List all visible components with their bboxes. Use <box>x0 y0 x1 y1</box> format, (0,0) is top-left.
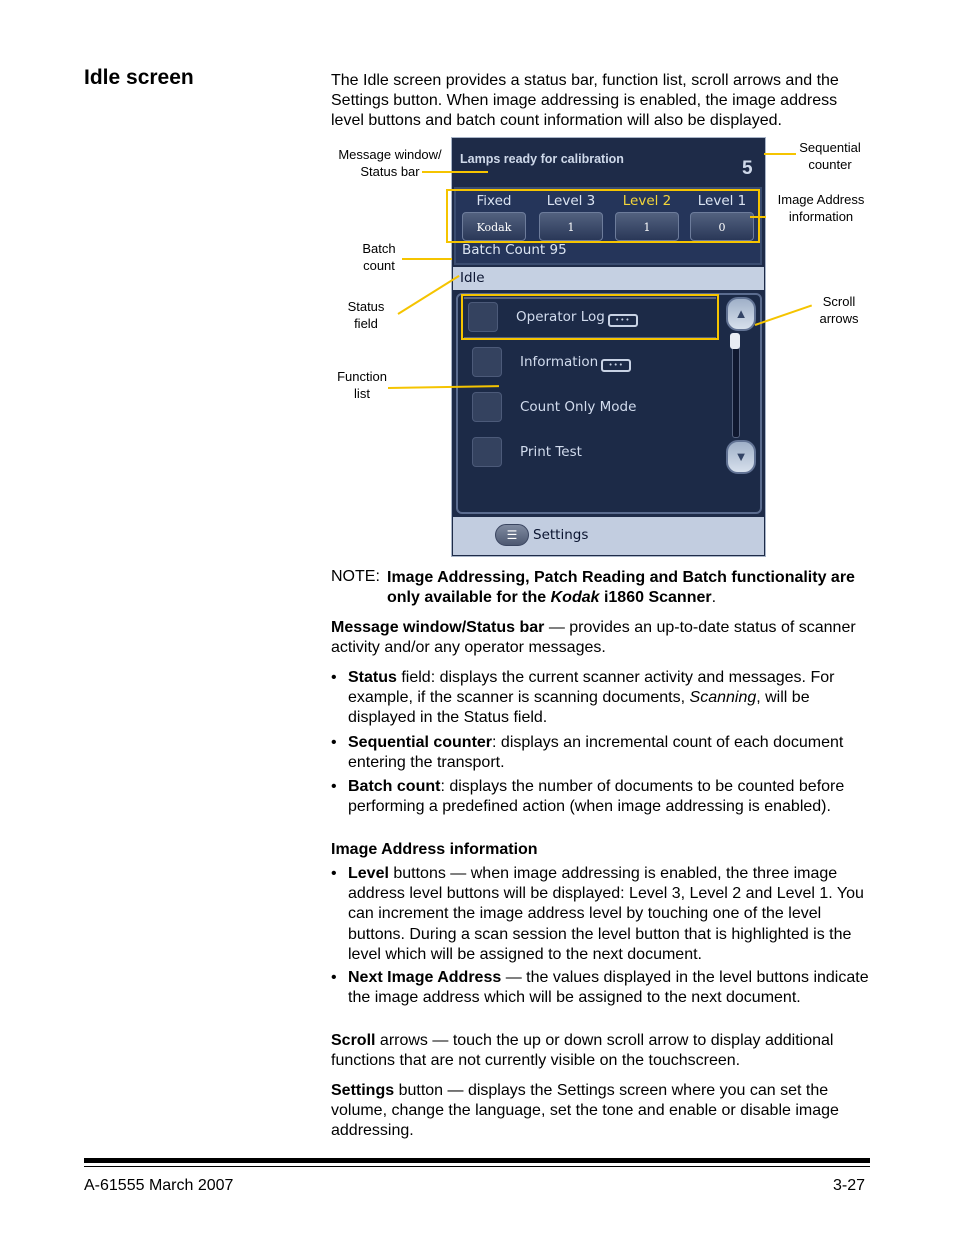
function-label: Operator Log <box>516 309 605 325</box>
settings-label: Settings <box>533 527 589 543</box>
level-value-button[interactable]: Kodak <box>462 212 526 241</box>
more-icon: ••• <box>608 314 638 327</box>
list-item: • Status field: displays the current scanner activity and messages. For example, if the scanner is scanning documents, Scanning, will be displayed in the Status field. <box>331 669 835 727</box>
level-label: Level 1 <box>697 193 747 209</box>
level-label: Fixed <box>476 193 512 209</box>
more-icon: ••• <box>601 359 631 372</box>
italic-term: Scanning <box>689 689 757 707</box>
level-value-button[interactable]: 1 <box>539 212 603 241</box>
settings-button[interactable] <box>495 524 595 547</box>
term: Scroll <box>331 1032 376 1049</box>
level-value-button[interactable]: 0 <box>690 212 754 241</box>
intro-paragraph: The Idle screen provides a status bar, function list, scroll arrows and the Settings button. When image addressing is enabled, the image address level buttons and batch count information will also be displayed. <box>331 72 839 130</box>
image-address-bullet-list <box>331 864 871 1008</box>
callout-status-field: Status field <box>347 299 385 331</box>
footer-doc-id: A-61555 March 2007 <box>84 1177 234 1194</box>
function-item-information[interactable] <box>468 344 720 382</box>
function-checkbox[interactable] <box>472 347 502 377</box>
settings-paragraph <box>331 1081 871 1142</box>
term: Status <box>348 669 397 686</box>
list-item: • Sequential counter: displays an incremental count of each document entering the transport. <box>331 733 844 771</box>
function-item-print-test[interactable] <box>468 434 720 472</box>
note-text <box>387 568 867 608</box>
note-label: NOTE: <box>331 568 380 585</box>
term: Next Image Address <box>348 969 502 987</box>
list-icon: ☰ <box>495 524 529 546</box>
term: Sequential counter <box>348 733 493 751</box>
note-brand: Kodak <box>550 589 600 607</box>
function-item-count-only-mode[interactable] <box>468 389 720 427</box>
description: buttons — when image addressing is enabled, the three image address level buttons will be displayed: Level 3, Level 2 and Level 1. You can increment the image address level by touching one of the level buttons. During a scan session the level button that is highlighted is the level which will be assigned to the next document. <box>348 865 864 963</box>
leader-line <box>750 216 766 218</box>
list-item: • Level buttons — when image addressing is enabled, the three image address level buttons will be displayed: Level 3, Level 2 and Level 1. You can increment the image address level by touching one of the level buttons. During a scan session the level button that is highlighted is the level which will be assigned to the next document. <box>331 865 864 963</box>
note-text-b: i1860 Scanner <box>599 589 712 607</box>
term: Batch count <box>348 778 441 796</box>
function-checkbox[interactable] <box>472 392 502 422</box>
scroll-thumb[interactable] <box>730 333 740 349</box>
term: Settings <box>331 1082 395 1099</box>
note-text-end: . <box>711 589 717 607</box>
section-title: Idle screen <box>84 66 194 89</box>
footer-rule-thin <box>84 1166 870 1167</box>
leader-line <box>422 171 488 173</box>
page-number: 3-27 <box>832 1177 865 1194</box>
message-window-paragraph <box>331 618 871 658</box>
level-value-button[interactable]: 1 <box>615 212 679 241</box>
description-end: , will be displayed in the Status field. <box>348 689 810 727</box>
status-bullet-list <box>331 668 871 817</box>
callout-function-list: Function list <box>337 369 387 401</box>
batch-count: Batch Count 95 <box>462 242 567 258</box>
callout-message-window: Message window/ Status bar <box>338 147 442 179</box>
description: field: displays the current scanner activity and messages. For example, if the scanner is scanning documents, <box>348 669 835 707</box>
status-field: Idle <box>453 267 764 290</box>
callout-sequential-counter: Sequential counter <box>799 140 861 172</box>
description: : displays the number of documents to be counted before performing a predefined action (when image addressing is enabled). <box>348 778 845 816</box>
list-item: • Next Image Address — the values displayed in the level buttons indicate the image address which will be assigned to the next document. <box>331 969 869 1007</box>
scroll-up-icon[interactable]: ▲ <box>726 297 756 331</box>
description: — provides an up-to-date status of scanner activity and/or any operator messages. <box>331 619 856 657</box>
term: Message window/Status bar <box>331 619 545 636</box>
footer-rule <box>84 1158 870 1163</box>
note-text-a: Image Addressing, Patch Reading and Batch functionality are only available for the <box>387 569 855 607</box>
callout-batch-count: Batch count <box>362 241 396 273</box>
sequential-counter: 5 <box>742 158 753 179</box>
callout-image-address: Image Address information <box>777 192 865 224</box>
level-label: Level 3 <box>546 193 596 209</box>
term: Level <box>348 865 389 882</box>
leader-line <box>402 258 452 260</box>
level-label: Level 2 <box>622 193 672 209</box>
scroll-track[interactable] <box>732 336 740 438</box>
settings-bar <box>453 517 764 555</box>
list-item: • Batch count: displays the number of documents to be counted before performing a predefined action (when image addressing is enabled). <box>331 778 845 816</box>
status-field-highlight <box>461 294 719 340</box>
message-window: Lamps ready for calibration <box>460 152 624 166</box>
image-address-highlight <box>446 189 760 243</box>
description: : displays an incremental count of each document entering the transport. <box>348 733 844 771</box>
function-label: Information <box>520 354 599 370</box>
function-label: Count Only Mode <box>520 399 637 415</box>
function-label: Print Test <box>520 444 582 460</box>
image-address-heading: Image Address information <box>331 841 538 858</box>
description: button — displays the Settings screen where you can set the volume, change the language, set the tone and enable or disable image addressing. <box>331 1082 839 1140</box>
leader-line <box>764 153 796 155</box>
callout-scroll-arrows: Scroll arrows <box>819 294 859 326</box>
scroll-paragraph <box>331 1031 871 1071</box>
function-checkbox[interactable] <box>472 437 502 467</box>
description: arrows — touch the up or down scroll arrow to display additional functions that are not currently visible on the touchscreen. <box>331 1032 834 1070</box>
scroll-down-icon[interactable]: ▼ <box>726 440 756 474</box>
description: — the values displayed in the level buttons indicate the image address which will be assigned to the next document. <box>348 969 869 1007</box>
